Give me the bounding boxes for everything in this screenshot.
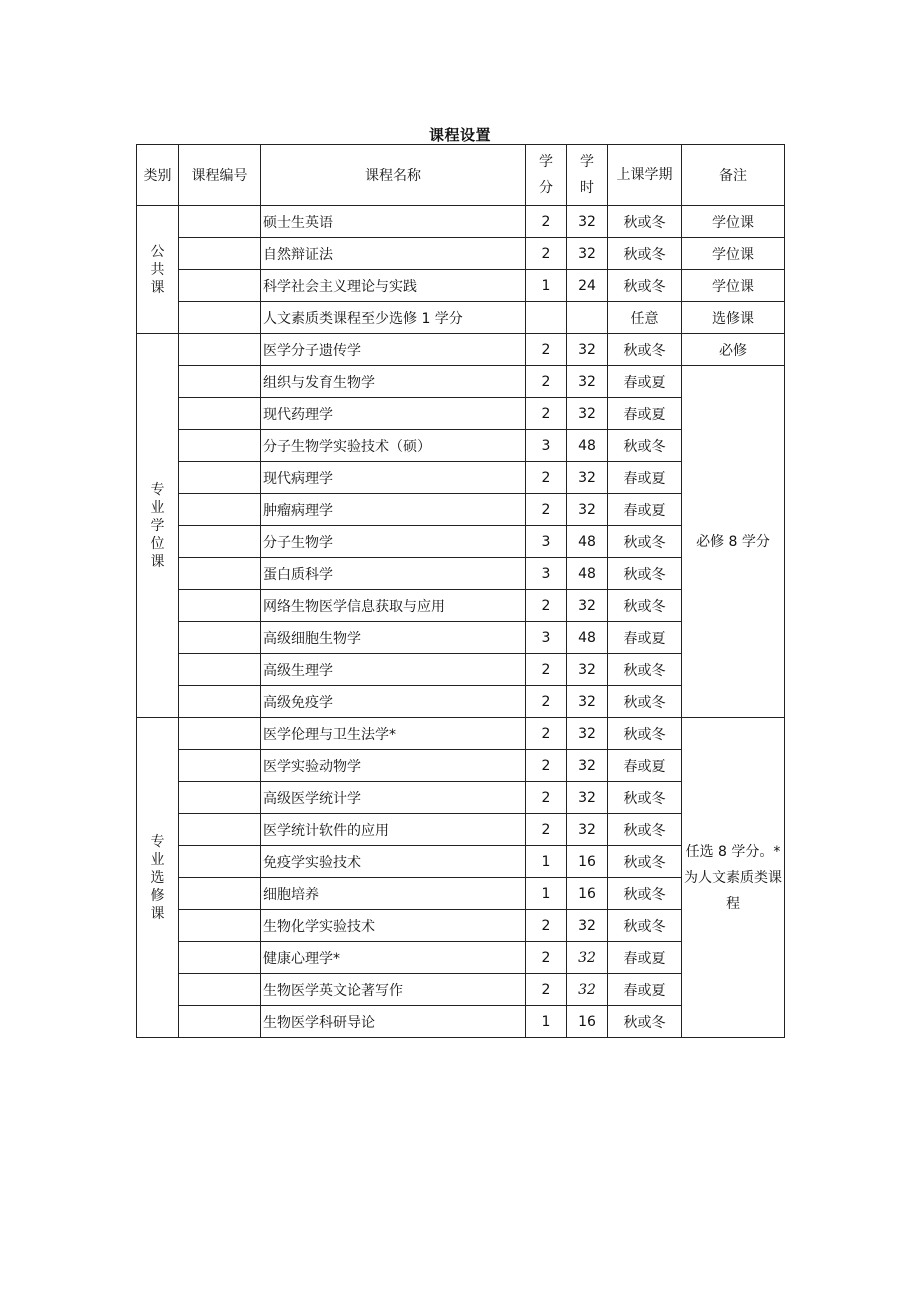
credit-cell: 1 [526,846,567,878]
term-cell: 秋或冬 [608,590,682,622]
note-cell: 学位课 [682,238,785,270]
credit-cell: 2 [526,814,567,846]
category-label: 专业学位课 [150,481,165,570]
hours-cell: 48 [567,430,608,462]
course-code-cell [179,846,261,878]
category-cell [137,334,179,718]
credit-cell: 3 [526,558,567,590]
credit-cell: 2 [526,462,567,494]
course-name-cell: 高级医学统计学 [261,782,526,814]
term-cell: 任意 [608,302,682,334]
term-cell: 春或夏 [608,366,682,398]
category-label: 公共课 [150,243,165,296]
credit-cell: 2 [526,782,567,814]
course-code-cell [179,430,261,462]
term-cell: 秋或冬 [608,526,682,558]
term-cell: 秋或冬 [608,814,682,846]
term-cell: 春或夏 [608,622,682,654]
hours-cell: 32 [567,686,608,718]
note-cell: 必修 [682,334,785,366]
hours-cell: 32 [567,366,608,398]
course-code-cell [179,942,261,974]
course-name-cell: 生物医学科研导论 [261,1006,526,1038]
term-cell: 秋或冬 [608,718,682,750]
course-code-cell [179,654,261,686]
course-code-cell [179,750,261,782]
table-row [137,334,785,366]
header-code: 课程编号 [179,145,261,206]
course-name-cell: 组织与发育生物学 [261,366,526,398]
header-name: 课程名称 [261,145,526,206]
course-name-cell: 分子生物学实验技术（硕） [261,430,526,462]
course-name-cell: 高级生理学 [261,654,526,686]
category-label: 专业选修课 [150,833,165,922]
header-row [137,145,785,206]
term-cell: 秋或冬 [608,846,682,878]
term-cell: 秋或冬 [608,1006,682,1038]
hours-cell: 16 [567,846,608,878]
note-cell-merged: 任选 8 学分。* 为人文素质类课程 [682,718,785,1038]
course-code-cell [179,686,261,718]
category-cell [137,206,179,334]
course-code-cell [179,526,261,558]
course-code-cell [179,718,261,750]
table-row [137,238,785,270]
course-name-cell: 高级细胞生物学 [261,622,526,654]
credit-cell: 2 [526,590,567,622]
course-code-cell [179,622,261,654]
course-name-cell: 健康心理学* [261,942,526,974]
hours-cell: 32 [567,206,608,238]
credit-cell: 2 [526,206,567,238]
course-code-cell [179,974,261,1006]
credit-cell: 1 [526,878,567,910]
table-row [137,718,785,750]
hours-cell: 32 [567,238,608,270]
term-cell: 春或夏 [608,398,682,430]
credit-cell: 2 [526,494,567,526]
term-cell: 秋或冬 [608,206,682,238]
hours-cell: 16 [567,1006,608,1038]
course-name-cell: 高级免疫学 [261,686,526,718]
course-code-cell [179,462,261,494]
credit-cell: 2 [526,942,567,974]
hours-cell: 24 [567,270,608,302]
course-code-cell [179,366,261,398]
course-name-cell: 自然辩证法 [261,238,526,270]
credit-cell: 2 [526,398,567,430]
term-cell: 秋或冬 [608,878,682,910]
hours-cell [567,302,608,334]
table-row [137,270,785,302]
course-name-cell: 硕士生英语 [261,206,526,238]
header-category: 类别 [137,145,179,206]
course-code-cell [179,494,261,526]
course-name-cell: 生物医学英文论著写作 [261,974,526,1006]
course-name-cell: 现代病理学 [261,462,526,494]
course-name-cell: 医学分子遗传学 [261,334,526,366]
hours-cell: 32 [567,494,608,526]
course-name-cell: 医学统计软件的应用 [261,814,526,846]
course-code-cell [179,1006,261,1038]
course-name-cell: 网络生物医学信息获取与应用 [261,590,526,622]
hours-cell: 32 [567,398,608,430]
hours-cell: 32 [567,462,608,494]
course-code-cell [179,590,261,622]
course-code-cell [179,206,261,238]
course-name-cell: 医学实验动物学 [261,750,526,782]
term-cell: 春或夏 [608,750,682,782]
credit-cell: 2 [526,654,567,686]
credit-cell: 2 [526,334,567,366]
table-body [137,206,785,1038]
header-credit: 学分 [526,145,567,206]
credit-cell: 2 [526,238,567,270]
note-cell: 选修课 [682,302,785,334]
course-code-cell [179,910,261,942]
credit-cell: 2 [526,910,567,942]
course-code-cell [179,558,261,590]
hours-cell: 32 [567,654,608,686]
course-name-cell: 人文素质类课程至少选修 1 学分 [261,302,526,334]
course-table [136,144,785,1038]
hours-cell: 32 [567,590,608,622]
term-cell: 春或夏 [608,974,682,1006]
note-cell-merged: 必修 8 学分 [682,366,785,718]
course-code-cell [179,334,261,366]
credit-cell: 3 [526,622,567,654]
course-code-cell [179,814,261,846]
course-name-cell: 免疫学实验技术 [261,846,526,878]
course-name-cell: 肿瘤病理学 [261,494,526,526]
course-name-cell: 分子生物学 [261,526,526,558]
course-code-cell [179,782,261,814]
credit-cell: 2 [526,718,567,750]
course-name-cell: 医学伦理与卫生法学* [261,718,526,750]
table-row [137,302,785,334]
course-code-cell [179,398,261,430]
credit-cell [526,302,567,334]
course-code-cell [179,302,261,334]
credit-cell: 3 [526,430,567,462]
term-cell: 春或夏 [608,494,682,526]
term-cell: 秋或冬 [608,910,682,942]
category-cell [137,718,179,1038]
course-name-cell: 科学社会主义理论与实践 [261,270,526,302]
credit-cell: 1 [526,270,567,302]
hours-cell: 32 [567,782,608,814]
hours-cell: 48 [567,558,608,590]
hours-cell: 32 [567,814,608,846]
credit-cell: 2 [526,750,567,782]
term-cell: 秋或冬 [608,238,682,270]
term-cell: 秋或冬 [608,558,682,590]
term-cell: 秋或冬 [608,334,682,366]
term-cell: 秋或冬 [608,270,682,302]
hours-cell: 16 [567,878,608,910]
note-cell: 学位课 [682,206,785,238]
course-code-cell [179,270,261,302]
credit-cell: 2 [526,686,567,718]
hours-cell: 32 [567,750,608,782]
credit-cell: 1 [526,1006,567,1038]
note-cell: 学位课 [682,270,785,302]
table-row [137,366,785,398]
term-cell: 秋或冬 [608,430,682,462]
hours-cell: 32 [567,334,608,366]
term-cell: 秋或冬 [608,782,682,814]
course-name-cell: 现代药理学 [261,398,526,430]
credit-cell: 2 [526,366,567,398]
hours-cell: 32 [567,974,608,1006]
course-name-cell: 蛋白质科学 [261,558,526,590]
header-term: 上课学期 [608,145,682,206]
credit-cell: 3 [526,526,567,558]
term-cell: 秋或冬 [608,686,682,718]
hours-cell: 48 [567,622,608,654]
hours-cell: 32 [567,718,608,750]
term-cell: 春或夏 [608,942,682,974]
hours-cell: 48 [567,526,608,558]
table-row [137,206,785,238]
page-title: 课程设置 [428,126,491,144]
course-name-cell: 细胞培养 [261,878,526,910]
term-cell: 春或夏 [608,462,682,494]
course-code-cell [179,238,261,270]
header-note: 备注 [682,145,785,206]
term-cell: 秋或冬 [608,654,682,686]
course-code-cell [179,878,261,910]
header-hours: 学时 [567,145,608,206]
credit-cell: 2 [526,974,567,1006]
course-name-cell: 生物化学实验技术 [261,910,526,942]
hours-cell: 32 [567,942,608,974]
hours-cell: 32 [567,910,608,942]
